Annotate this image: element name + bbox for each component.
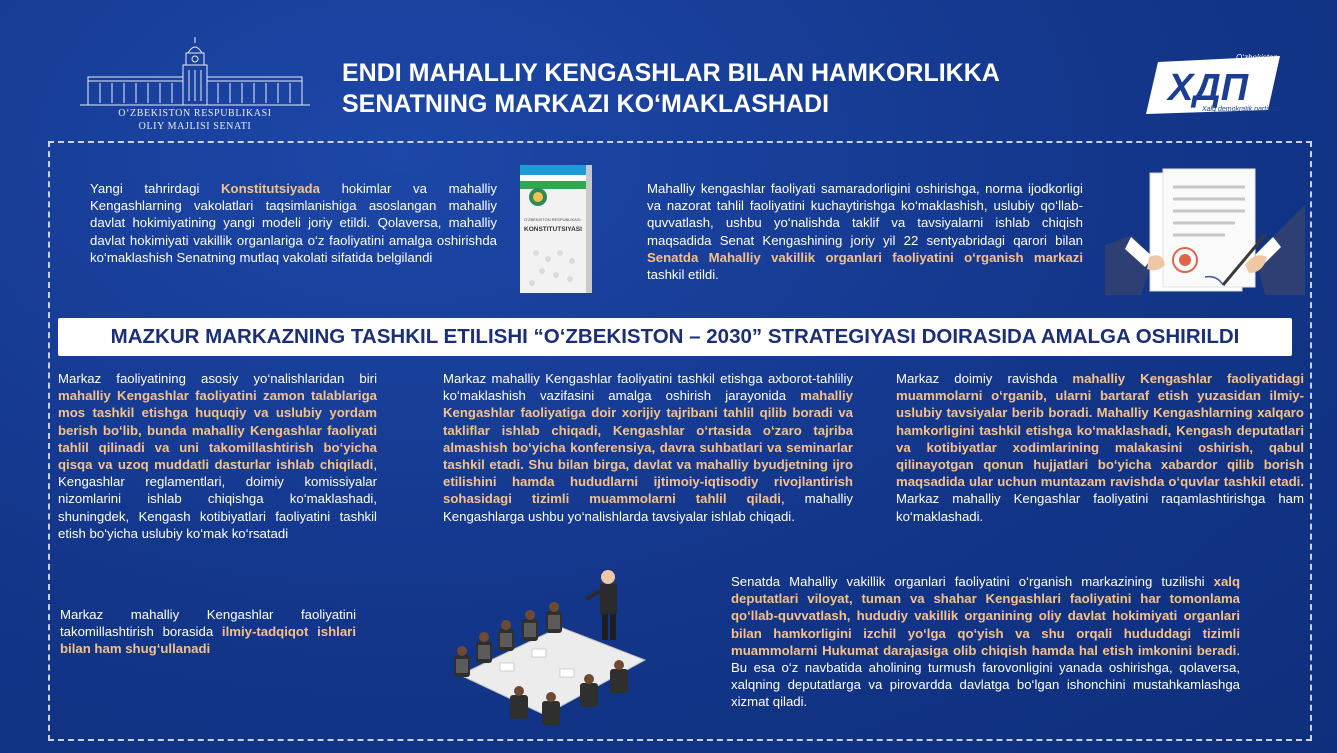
party-logo-letters: ХДП bbox=[1168, 67, 1249, 109]
book-cover-small: O‘ZBEKISTON RESPUBLIKASI bbox=[524, 217, 581, 222]
recommendations-paragraph bbox=[896, 370, 1304, 525]
text-span: Yangi tahrirdagi bbox=[90, 181, 222, 196]
text-span: , mahalliy Kengashlarga ushbu yo‘nalishlarda tavsiyalar ishlab chiqadi. bbox=[443, 491, 854, 524]
highlight-span: mahalliy Kengashlar faoliyatiga doir xorijiy tajribani tahlil qilib boradi va takliflar ishlab chiqadi, Kengashlar o‘rtasida o‘zaro tajriba almashish bo‘yicha konferensiya, davra suhbatlari va seminarlar tashkil etadi. Shu bilan birga, davlat va mahalliy byudjetning ijro etilishini hamda hududlarni ijtimoiy-iqtisodiy rivojlantirish sohasidagi tizimli muammolarni tahlil qiladi bbox=[443, 388, 853, 507]
text-span: Markaz mahalliy Kengashlar faoliyatini takomillashtirish borasida bbox=[60, 607, 356, 640]
page-title bbox=[342, 58, 1122, 120]
highlight-span: ilmiy-tadqiqot ishlari bilan ham shug‘ullanadi bbox=[60, 624, 356, 657]
text-span: hokimlar va mahalliy Kengashlarning vakolatlari taqsimlanishiga asoslangan mahalliy davlat hokimiyatining yangi modeli joriy etildi. Qolaversa, mahalliy davlat hokimiyati vakillik organlariga o‘z faoliyatini amalga oshirishda ko‘maklashish Senatning mutlaq vakolati sifatida belgilandi bbox=[90, 181, 497, 265]
senate-caption-line2: OLIY MAJLISI SENATI bbox=[138, 121, 252, 132]
text-span: Senatda Mahalliy vakillik organlari faoliyatini o‘rganish markazining tuzilishi bbox=[731, 574, 1214, 589]
constitution-paragraph bbox=[90, 180, 497, 266]
text-span: tashkil etildi. bbox=[647, 267, 719, 283]
signing-contract-icon bbox=[1105, 165, 1305, 295]
highlight-span: mahalliy Kengashlar faoliyatidagi muammolarni o‘rganib, ularni bartaraf etish yuzasidan ilmiy-uslubiy tavsiyalar berib boradi. Mahalliy Kengashlarning xalqaro hamkorligini tashkil etishga ko‘maklashadi, Kengash deputatlari va kotibiyatlar xodimlarining malakasini oshirish, qabul qilinayotgan qonun hujjatlari bo‘yicha xabardor qilib borish maqsadida ular uchun muntazam ravishda o‘quvlar tashkil etadi. bbox=[896, 371, 1304, 490]
senate-caption bbox=[80, 107, 310, 133]
book-cover-title: KONSTITUTSIYASI bbox=[524, 226, 582, 233]
text-span: . Bu esa o‘z navbatida aholining turmush farovonligini yanada oshirishga, qolaversa, xalqning deputatlarga va pirovardda davlatga bo‘lgan ishonchini mustahkamlashga xizmat qiladi. bbox=[731, 642, 1240, 710]
title-line1: ENDI MAHALLIY KENGASHLAR BILAN HAMKORLIKKA bbox=[342, 59, 1000, 87]
party-logo-top: O‘zbekiston bbox=[1236, 53, 1278, 62]
center-establishment-paragraph bbox=[647, 180, 1083, 283]
text-span: Markaz doimiy ravishda bbox=[896, 371, 1073, 386]
party-logo-bottom: Xalq demokratik partiyasi bbox=[1202, 106, 1281, 113]
main-direction-paragraph bbox=[58, 370, 377, 542]
highlight-span: mahalliy Kengashlar faoliyatini zamon talablariga mos tashkil etishga huquqiy va uslubiy yordam berish bo‘lib, bunda mahalliy Kengashlar faoliyati tahlil qilinadi va uni takomillashtirish bo‘yicha qisqa va uzoq muddatli dasturlar ishlab chiqiladi bbox=[58, 388, 377, 473]
text-span: , Kengashlar reglamentlari, doimiy komissiyalar nizomlarini ishlab chiqishga ko‘maklashadi, shuningdek, Kengash kotibiyatlari faoliyatini tashkil etish bo‘yicha uslubiy ko‘mak ko‘rsatadi bbox=[58, 457, 377, 541]
highlight-span: Senatda Mahalliy vakillik organlari faoliyatini o‘rganish markazi bbox=[647, 249, 1083, 265]
text-span: Markaz mahalliy Kengashlar faoliyatini raqamlashtirishga ham ko‘maklashadi. bbox=[896, 491, 1304, 524]
title-line2: SENATNING MARKAZI KO‘MAKLASHADI bbox=[342, 90, 830, 118]
constitution-book-icon bbox=[516, 163, 596, 295]
highlight-span: xalq deputatlari viloyat, tuman va shahar Kengashlari faoliyatini har tomonlama qo‘llab-quvvatlash, hududiy vakillik organining oliy davlat hokimiyati organlari bilan hamkorligini izchil yo‘lga qo‘yish va shu orqali hududdagi tizimli muammolarni Hukumat darajasiga olib chiqish hamda hal etish imkonini beradi bbox=[731, 574, 1240, 658]
highlight-span: Konstitutsiyada bbox=[221, 181, 320, 196]
text-span: Mahalliy kengashlar faoliyati samaradorligini oshirishga, norma ijodkorligi va nazorat tahlil faoliyatini kuchaytirishga ko‘maklashish, uslubiy qo‘llab-quvvatlash, ushbu yo‘nalishda taklif va tavsiyalarni ishlab chiqish maqsadida Senat Kengashining joriy yil 22 sentyabridagi qarori bilan bbox=[647, 181, 1083, 248]
conclusion-paragraph bbox=[731, 573, 1240, 711]
research-paragraph bbox=[60, 606, 356, 658]
meeting-table-icon bbox=[440, 565, 660, 730]
xdp-party-logo bbox=[1140, 50, 1290, 120]
senate-caption-line1: O‘ZBEKISTON RESPUBLIKASI bbox=[118, 108, 272, 119]
text-span: Markaz faoliyatining asosiy yo‘nalishlaridan biri bbox=[58, 371, 377, 386]
text-span: Markaz mahalliy Kengashlar faoliyatini tashkil etishga axborot-tahliliy ko‘maklashish vazifasini amalga oshirish jarayonida bbox=[443, 371, 853, 404]
analytical-support-paragraph bbox=[443, 370, 853, 525]
strategy-banner: MAZKUR MARKAZNING TASHKIL ETILISHI “O‘ZBEKISTON – 2030” STRATEGIYASI DOIRASIDA AMALGA OSHIRILDI bbox=[58, 318, 1292, 356]
